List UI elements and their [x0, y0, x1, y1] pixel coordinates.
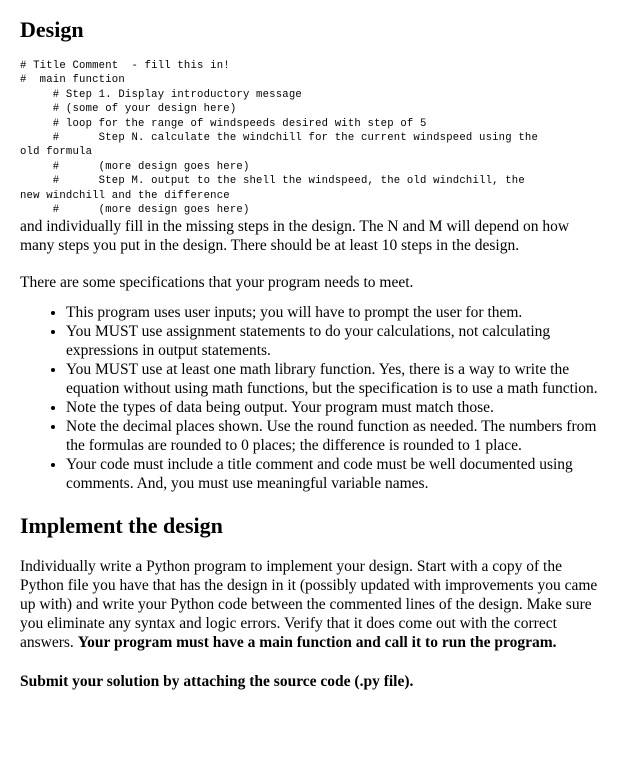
- implement-heading: Implement the design: [20, 513, 223, 539]
- design-heading: Design: [20, 17, 84, 42]
- code-line: # loop for the range of windspeeds desired with step of 5: [20, 117, 427, 130]
- list-item: • Note the decimal places shown. Use the round function as needed. The numbers from the formulas are rounded to 0 places; the difference is rounded to 1 place.: [66, 417, 603, 455]
- code-line: # (more design goes here): [20, 160, 250, 173]
- submit-instruction: Submit your solution by attaching the source code (.py file).: [20, 673, 414, 691]
- fill-in-paragraph: and individually fill in the missing steps in the design. The N and M will depend on how many steps you put in the design. There should be at least 10 steps in the design.: [20, 218, 570, 255]
- code-line: # Step N. calculate the windchill for the current windspeed using the: [20, 132, 539, 145]
- list-item: • You MUST use assignment statements to do your calculations, not calculating expressions in output statements.: [66, 322, 603, 360]
- implement-text: Individually write a Python program to implement your design. Start with a copy of the Python file you have that has the design in it (possibly updated with improvements you came up with) and write your Python code between the commented lines of the design. Make sure you eliminate any syntax and logic errors. Verify that it does come out with the correct answers.: [20, 558, 598, 652]
- code-line: # Title Comment - fill this in!: [20, 60, 230, 72]
- list-item: • This program uses user inputs; you will have to prompt the user for them.: [66, 303, 603, 322]
- specs-intro: There are some specifications that your program needs to meet.: [20, 274, 414, 292]
- specs-list: [20, 303, 603, 493]
- code-line: # Step 1. Display introductory message: [20, 88, 302, 101]
- code-line: old formula: [20, 146, 93, 159]
- design-code-block: [20, 59, 603, 217]
- code-line: # (more design goes here): [20, 204, 250, 217]
- list-item: • Note the types of data being output. Your program must match those.: [66, 398, 603, 417]
- code-line: # Step M. output to the shell the windspeed, the old windchill, the: [20, 175, 525, 188]
- code-line: # (some of your design here): [20, 103, 237, 116]
- main-function-requirement: Your program must have a main function and call it to run the program.: [77, 634, 557, 652]
- list-item: • You MUST use at least one math library function. Yes, there is a way to write the equation without using math functions, but the specification is to use a math function.: [66, 360, 603, 398]
- code-line: new windchill and the difference: [20, 189, 230, 202]
- code-line: # main function: [20, 74, 125, 87]
- list-item: • Your code must include a title comment and code must be well documented using comments. And, you must use meaningful variable names.: [66, 455, 603, 493]
- implement-paragraph: [20, 557, 603, 652]
